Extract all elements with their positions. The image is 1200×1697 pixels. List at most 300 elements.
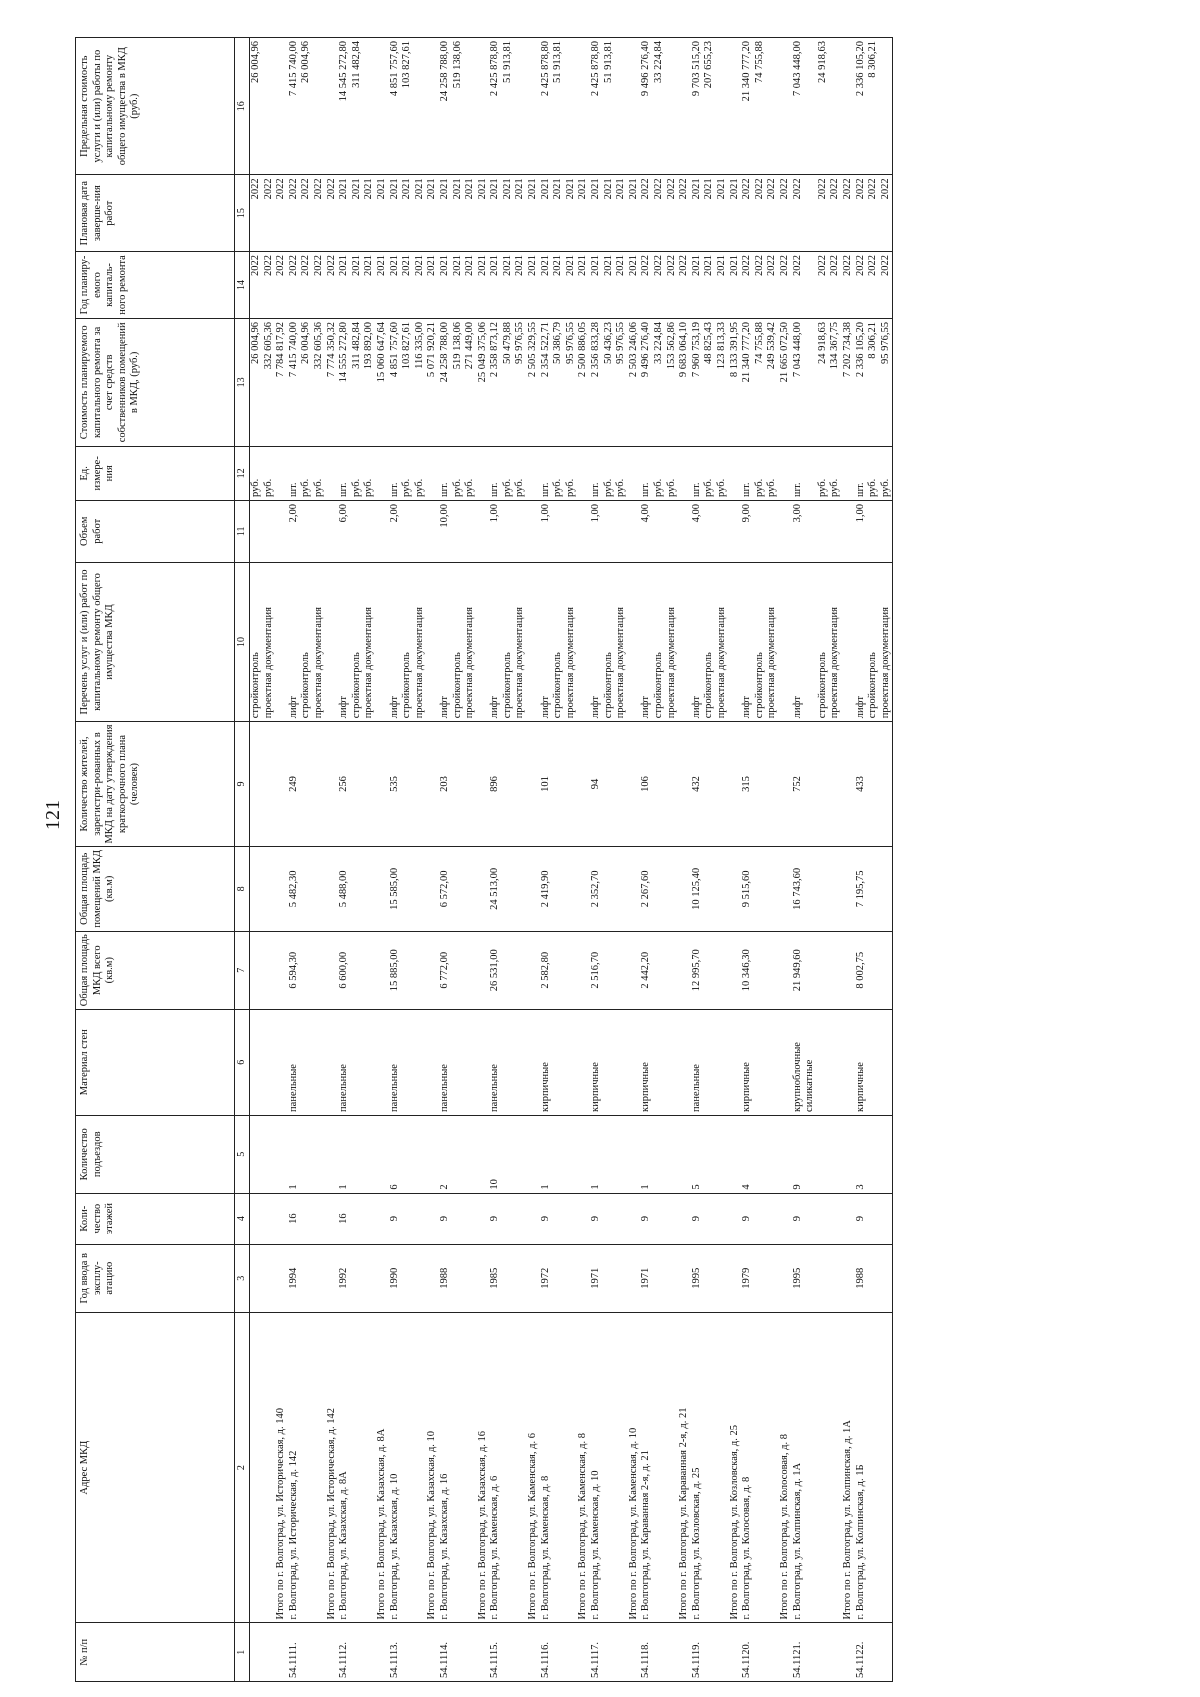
floors-cell	[326, 1193, 339, 1244]
cost-cell: 2 356 833,28	[590, 319, 603, 447]
row-number-cell	[263, 1623, 276, 1682]
address-cell	[603, 1312, 616, 1623]
entrances-cell	[653, 1115, 666, 1193]
work-volume-cell	[552, 500, 565, 562]
work-volume-cell	[817, 500, 830, 562]
cost-cell: 123 813,33	[716, 319, 729, 447]
residents-cell	[817, 722, 830, 846]
limit-cost-cell	[577, 38, 590, 175]
total-area-cell	[313, 931, 326, 1009]
unit-cell: руб.	[703, 446, 716, 500]
entrances-cell	[867, 1115, 880, 1193]
work-type-cell: стройконтроль	[351, 562, 364, 722]
unit-cell	[326, 446, 339, 500]
residents-cell	[376, 722, 389, 846]
residents-cell	[880, 722, 893, 846]
address-cell	[414, 1312, 427, 1623]
address-cell: г. Волгоград, ул. Колпинская, д. 1А	[792, 1312, 817, 1623]
column-number: 9	[235, 722, 250, 846]
total-area-cell: 15 885,00	[389, 931, 402, 1009]
residents-cell	[250, 722, 263, 846]
premises-area-cell	[716, 846, 729, 931]
cost-cell: 2 354 522,71	[540, 319, 553, 447]
repair-year-cell: 2022	[653, 251, 666, 318]
work-type-cell: стройконтроль	[401, 562, 414, 722]
cost-cell: 103 827,61	[401, 319, 414, 447]
year-commissioned-cell	[477, 1244, 490, 1312]
column-number: 3	[235, 1244, 250, 1312]
address-cell	[263, 1312, 276, 1623]
total-area-cell	[464, 931, 477, 1009]
work-type-cell: стройконтроль	[817, 562, 830, 722]
work-type-cell	[326, 562, 339, 722]
cost-cell: 26 004,96	[300, 319, 313, 447]
column-number: 14	[235, 251, 250, 318]
repair-year-cell: 2022	[779, 251, 792, 318]
premises-area-cell	[666, 846, 679, 931]
table-row	[779, 38, 792, 1682]
cost-cell: 26 004,96	[250, 319, 263, 447]
completion-date-cell: 2021	[338, 175, 351, 252]
cost-cell: 9 683 064,10	[678, 319, 691, 447]
unit-cell	[275, 446, 288, 500]
unit-cell	[729, 446, 742, 500]
year-commissioned-cell	[351, 1244, 364, 1312]
entrances-cell: 1	[288, 1115, 301, 1193]
completion-date-cell: 2022	[867, 175, 880, 252]
floors-cell	[817, 1193, 830, 1244]
repair-year-cell: 2021	[565, 251, 578, 318]
repair-year-cell: 2022	[250, 251, 263, 318]
cost-cell: 24 258 788,00	[439, 319, 452, 447]
entrances-cell: 3	[855, 1115, 868, 1193]
unit-cell	[842, 446, 855, 500]
completion-date-cell: 2021	[729, 175, 742, 252]
total-area-cell	[401, 931, 414, 1009]
work-type-cell	[628, 562, 641, 722]
table-row	[703, 38, 716, 1682]
limit-cost-cell	[766, 38, 779, 175]
total-area-cell	[628, 931, 641, 1009]
repair-year-cell: 2021	[703, 251, 716, 318]
row-number-cell	[880, 1623, 893, 1682]
address-cell	[514, 1312, 527, 1623]
limit-cost-cell: 9 703 515,20	[691, 38, 704, 175]
row-number-cell	[766, 1623, 779, 1682]
header-cell: Общая площадь помещений МКД (кв.м)	[76, 846, 235, 931]
total-area-cell	[666, 931, 679, 1009]
total-area-cell	[729, 931, 742, 1009]
table-row	[363, 38, 376, 1682]
limit-cost-cell	[514, 38, 527, 175]
total-area-cell	[250, 931, 263, 1009]
wall-material-cell	[426, 1009, 439, 1115]
residents-cell	[263, 722, 276, 846]
residents-cell	[502, 722, 515, 846]
address-cell: г. Волгоград, ул. Каменская, д. 10	[590, 1312, 603, 1623]
year-commissioned-cell	[426, 1244, 439, 1312]
cost-cell: 2 358 873,12	[489, 319, 502, 447]
total-area-cell	[766, 931, 779, 1009]
row-number-cell	[313, 1623, 326, 1682]
wall-material-cell	[414, 1009, 427, 1115]
wall-material-cell	[527, 1009, 540, 1115]
floors-cell	[716, 1193, 729, 1244]
address-cell	[653, 1312, 666, 1623]
work-volume-cell	[678, 500, 691, 562]
residents-cell: 433	[855, 722, 868, 846]
completion-date-cell: 2022	[792, 175, 817, 252]
year-commissioned-cell	[552, 1244, 565, 1312]
year-commissioned-cell	[326, 1244, 339, 1312]
floors-cell: 9	[792, 1193, 817, 1244]
cost-cell: 332 605,36	[313, 319, 326, 447]
row-number-cell	[250, 1623, 263, 1682]
work-volume-cell	[703, 500, 716, 562]
wall-material-cell	[275, 1009, 288, 1115]
address-cell: г. Волгоград, ул. Колпинская, д. 1Б	[855, 1312, 868, 1623]
work-type-cell	[376, 562, 389, 722]
unit-cell: руб.	[414, 446, 427, 500]
address-cell	[703, 1312, 716, 1623]
limit-cost-cell	[326, 38, 339, 175]
year-commissioned-cell	[414, 1244, 427, 1312]
work-volume-cell	[628, 500, 641, 562]
completion-date-cell: 2022	[741, 175, 754, 252]
address-cell: г. Волгоград, ул. Казахская, д. 8А	[338, 1312, 351, 1623]
repair-year-cell: 2022	[678, 251, 691, 318]
residents-cell	[552, 722, 565, 846]
address-cell	[552, 1312, 565, 1623]
year-commissioned-cell: 1985	[489, 1244, 502, 1312]
total-area-cell	[263, 931, 276, 1009]
floors-cell	[729, 1193, 742, 1244]
table-row	[565, 38, 578, 1682]
total-area-cell	[716, 931, 729, 1009]
entrances-cell	[363, 1115, 376, 1193]
address-cell	[351, 1312, 364, 1623]
table-row	[691, 38, 704, 1682]
premises-area-cell	[313, 846, 326, 931]
header-cell: № п/п	[76, 1623, 235, 1682]
table-row	[502, 38, 515, 1682]
completion-date-cell: 2021	[502, 175, 515, 252]
unit-cell: руб.	[263, 446, 276, 500]
entrances-cell: 1	[338, 1115, 351, 1193]
total-area-cell: 2 516,70	[590, 931, 603, 1009]
limit-cost-cell	[779, 38, 792, 175]
year-commissioned-cell: 1994	[288, 1244, 301, 1312]
floors-cell	[615, 1193, 628, 1244]
header-cell: Год ввода в эксплу-атацию	[76, 1244, 235, 1312]
wall-material-cell	[477, 1009, 490, 1115]
table-header	[76, 38, 250, 1682]
cost-cell: 95 976,55	[880, 319, 893, 447]
row-number-cell: 54.1113.	[389, 1623, 402, 1682]
year-commissioned-cell	[313, 1244, 326, 1312]
total-area-cell	[426, 931, 439, 1009]
premises-area-cell: 2 352,70	[590, 846, 603, 931]
column-number: 13	[235, 319, 250, 447]
cost-cell: 9 496 276,40	[640, 319, 653, 447]
completion-date-cell: 2022	[754, 175, 767, 252]
row-number-cell	[514, 1623, 527, 1682]
total-area-cell	[678, 931, 691, 1009]
work-type-cell: стройконтроль	[552, 562, 565, 722]
wall-material-cell	[452, 1009, 465, 1115]
unit-cell: руб.	[452, 446, 465, 500]
work-type-cell	[729, 562, 742, 722]
cost-cell: 95 976,55	[565, 319, 578, 447]
floors-cell	[842, 1193, 855, 1244]
address-cell	[666, 1312, 679, 1623]
address-cell: Итого по г. Волгоград, ул. Караванная 2-я, д. 21	[678, 1312, 691, 1623]
limit-cost-cell: 311 482,84	[351, 38, 364, 175]
work-type-cell	[577, 562, 590, 722]
year-commissioned-cell	[880, 1244, 893, 1312]
limit-cost-cell: 4 851 757,60	[389, 38, 402, 175]
total-area-cell: 2 582,80	[540, 931, 553, 1009]
address-cell	[716, 1312, 729, 1623]
table-row	[817, 38, 830, 1682]
completion-date-cell: 2021	[552, 175, 565, 252]
repair-year-cell: 2021	[691, 251, 704, 318]
address-cell: г. Волгоград, ул. Колосовая, д. 8	[741, 1312, 754, 1623]
total-area-cell	[754, 931, 767, 1009]
repair-year-cell: 2021	[577, 251, 590, 318]
residents-cell: 203	[439, 722, 452, 846]
row-number-cell	[716, 1623, 729, 1682]
row-number-cell: 54.1122.	[855, 1623, 868, 1682]
work-type-cell: лифт	[855, 562, 868, 722]
work-type-cell: проектная документация	[514, 562, 527, 722]
year-commissioned-cell	[779, 1244, 792, 1312]
floors-cell	[603, 1193, 616, 1244]
limit-cost-cell: 519 138,06	[452, 38, 465, 175]
work-type-cell: проектная документация	[829, 562, 842, 722]
limit-cost-cell	[376, 38, 389, 175]
row-number-cell	[577, 1623, 590, 1682]
repair-year-cell: 2022	[855, 251, 868, 318]
address-cell: Итого по г. Волгоград, ул. Историческая, д. 142	[326, 1312, 339, 1623]
cost-cell: 7 415 740,00	[288, 319, 301, 447]
year-commissioned-cell	[464, 1244, 477, 1312]
premises-area-cell	[565, 846, 578, 931]
work-volume-cell	[376, 500, 389, 562]
address-cell	[817, 1312, 830, 1623]
address-cell: Итого по г. Волгоград, ул. Каменская, д. 10	[628, 1312, 641, 1623]
table-row	[389, 38, 402, 1682]
table-row	[452, 38, 465, 1682]
limit-cost-cell: 24 918,63	[817, 38, 830, 175]
cost-cell: 271 449,00	[464, 319, 477, 447]
address-cell: Итого по г. Волгоград, ул. Казахская, д. 16	[477, 1312, 490, 1623]
year-commissioned-cell	[653, 1244, 666, 1312]
entrances-cell	[565, 1115, 578, 1193]
floors-cell: 9	[640, 1193, 653, 1244]
repair-year-cell: 2021	[389, 251, 402, 318]
year-commissioned-cell	[401, 1244, 414, 1312]
year-commissioned-cell: 1971	[640, 1244, 653, 1312]
premises-area-cell: 5 488,00	[338, 846, 351, 931]
total-area-cell	[829, 931, 842, 1009]
table-row	[514, 38, 527, 1682]
address-cell: Итого по г. Волгоград, ул. Колпинская, д. 1А	[842, 1312, 855, 1623]
completion-date-cell: 2021	[565, 175, 578, 252]
premises-area-cell	[754, 846, 767, 931]
repair-year-cell: 2021	[603, 251, 616, 318]
premises-area-cell	[628, 846, 641, 931]
row-number-cell: 54.1115.	[489, 1623, 502, 1682]
year-commissioned-cell	[363, 1244, 376, 1312]
floors-cell: 16	[288, 1193, 301, 1244]
limit-cost-cell	[729, 38, 742, 175]
repair-year-cell: 2021	[401, 251, 414, 318]
repair-year-cell: 2021	[628, 251, 641, 318]
unit-cell: руб.	[867, 446, 880, 500]
completion-date-cell: 2021	[590, 175, 603, 252]
residents-cell	[565, 722, 578, 846]
unit-cell: шт.	[691, 446, 704, 500]
repair-year-cell: 2022	[842, 251, 855, 318]
work-type-cell: проектная документация	[363, 562, 376, 722]
year-commissioned-cell	[250, 1244, 263, 1312]
floors-cell	[313, 1193, 326, 1244]
work-volume-cell	[842, 500, 855, 562]
premises-area-cell: 10 125,40	[691, 846, 704, 931]
floors-cell	[552, 1193, 565, 1244]
wall-material-cell	[880, 1009, 893, 1115]
total-area-cell	[615, 931, 628, 1009]
table-row	[640, 38, 653, 1682]
work-volume-cell: 1,00	[489, 500, 502, 562]
repair-year-cell: 2021	[502, 251, 515, 318]
completion-date-cell: 2022	[313, 175, 326, 252]
unit-cell: шт.	[389, 446, 402, 500]
unit-cell: руб.	[464, 446, 477, 500]
completion-date-cell: 2021	[363, 175, 376, 252]
row-number-cell: 54.1119.	[691, 1623, 704, 1682]
entrances-cell	[603, 1115, 616, 1193]
wall-material-cell	[666, 1009, 679, 1115]
year-commissioned-cell: 1972	[540, 1244, 553, 1312]
repair-year-cell: 2022	[829, 251, 842, 318]
premises-area-cell	[464, 846, 477, 931]
limit-cost-cell: 26 004,96	[250, 38, 263, 175]
entrances-cell	[263, 1115, 276, 1193]
work-type-cell: лифт	[540, 562, 553, 722]
table-row	[666, 38, 679, 1682]
floors-cell	[263, 1193, 276, 1244]
row-number-cell	[426, 1623, 439, 1682]
work-volume-cell	[426, 500, 439, 562]
table-row	[477, 38, 490, 1682]
year-commissioned-cell	[452, 1244, 465, 1312]
cost-cell: 2 505 329,55	[527, 319, 540, 447]
wall-material-cell	[464, 1009, 477, 1115]
unit-cell: руб.	[313, 446, 326, 500]
floors-cell: 9	[439, 1193, 452, 1244]
premises-area-cell	[829, 846, 842, 931]
unit-cell: руб.	[300, 446, 313, 500]
year-commissioned-cell: 1990	[389, 1244, 402, 1312]
residents-cell	[666, 722, 679, 846]
floors-cell	[275, 1193, 288, 1244]
premises-area-cell	[527, 846, 540, 931]
table-row	[401, 38, 414, 1682]
premises-area-cell	[351, 846, 364, 931]
limit-cost-cell: 2 425 878,80	[590, 38, 603, 175]
work-type-cell: стройконтроль	[653, 562, 666, 722]
address-cell: г. Волгоград, ул. Каменская, д. 6	[489, 1312, 502, 1623]
table-row	[540, 38, 553, 1682]
header-cell: Количество жителей, зарегистри-рованных в МКД на дату утверждения краткосрочного плана (человек)	[76, 722, 235, 846]
entrances-cell	[250, 1115, 263, 1193]
entrances-cell	[376, 1115, 389, 1193]
table-row	[376, 38, 389, 1682]
unit-cell: руб.	[653, 446, 666, 500]
residents-cell	[615, 722, 628, 846]
repair-year-cell: 2021	[477, 251, 490, 318]
column-number: 10	[235, 562, 250, 722]
cost-cell: 24 918,63	[817, 319, 830, 447]
cost-cell: 519 138,06	[452, 319, 465, 447]
work-type-cell	[527, 562, 540, 722]
premises-area-cell: 9 515,60	[741, 846, 754, 931]
address-cell	[565, 1312, 578, 1623]
cost-cell: 50 436,23	[603, 319, 616, 447]
total-area-cell	[275, 931, 288, 1009]
year-commissioned-cell	[615, 1244, 628, 1312]
repair-year-cell: 2022	[275, 251, 288, 318]
table-row	[716, 38, 729, 1682]
total-area-cell: 12 995,70	[691, 931, 704, 1009]
unit-cell: шт.	[288, 446, 301, 500]
floors-cell: 9	[540, 1193, 553, 1244]
limit-cost-cell	[678, 38, 691, 175]
entrances-cell	[615, 1115, 628, 1193]
wall-material-cell	[867, 1009, 880, 1115]
cost-cell: 8 133 391,95	[729, 319, 742, 447]
total-area-cell	[414, 931, 427, 1009]
table-row	[729, 38, 742, 1682]
work-type-cell: проектная документация	[716, 562, 729, 722]
repair-year-cell: 2022	[792, 251, 817, 318]
entrances-cell	[414, 1115, 427, 1193]
wall-material-cell	[313, 1009, 326, 1115]
year-commissioned-cell	[603, 1244, 616, 1312]
cost-cell: 7 043 448,00	[792, 319, 817, 447]
row-number-cell	[729, 1623, 742, 1682]
residents-cell: 106	[640, 722, 653, 846]
cost-cell: 249 539,42	[766, 319, 779, 447]
column-number: 12	[235, 446, 250, 500]
address-cell	[363, 1312, 376, 1623]
premises-area-cell	[842, 846, 855, 931]
floors-cell	[414, 1193, 427, 1244]
unit-cell: руб.	[766, 446, 779, 500]
premises-area-cell	[376, 846, 389, 931]
premises-area-cell: 15 585,00	[389, 846, 402, 931]
address-cell	[880, 1312, 893, 1623]
work-volume-cell: 6,00	[338, 500, 351, 562]
address-cell: Итого по г. Волгоград, ул. Колосовая, д. 8	[779, 1312, 792, 1623]
work-type-cell: лифт	[489, 562, 502, 722]
capital-repair-table	[75, 37, 893, 1682]
work-type-cell	[275, 562, 288, 722]
limit-cost-cell: 51 913,81	[552, 38, 565, 175]
wall-material-cell: кирпичные	[855, 1009, 868, 1115]
